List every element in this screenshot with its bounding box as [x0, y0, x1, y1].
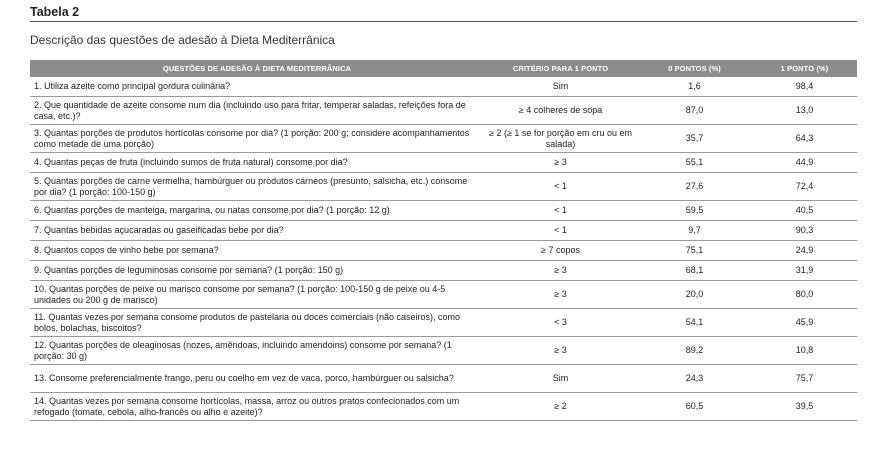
row-one-point: 39,5 [752, 393, 857, 421]
row-criterion: < 3 [484, 309, 637, 337]
row-zero-points: 59,5 [637, 201, 752, 221]
row-zero-points: 75,1 [637, 241, 752, 261]
row-criterion: ≥ 2 [484, 393, 637, 421]
row-question: 1. Utiliza azeite como principal gordura culinária? [30, 77, 484, 97]
table-row [30, 173, 857, 201]
row-zero-points: 9,7 [637, 221, 752, 241]
row-criterion: ≥ 3 [484, 153, 637, 173]
row-question: 4. Quantas peças de fruta (incluindo sumos de fruta natural) consome por dia? [30, 153, 484, 173]
header-question: QUESTÕES DE ADESÃO À DIETA MEDITERRÂNICA [162, 64, 352, 73]
row-criterion: ≥ 4 colheres de sopa [484, 97, 637, 125]
row-one-point: 13,0 [752, 97, 857, 125]
row-one-point: 10,8 [752, 337, 857, 365]
row-question: 7. Quantas bebidas açucaradas ou gaseificadas bebe por dia? [30, 221, 484, 241]
header-zero-points: 0 PONTOS (%) [668, 64, 721, 73]
row-question: 12. Quantas porções de oleaginosas (nozes, amêndoas, incluindo amendoins) consome por semana? (1 porção: 30 g) [30, 337, 484, 365]
row-one-point: 90,3 [752, 221, 857, 241]
row-criterion: ≥ 3 [484, 261, 637, 281]
row-zero-points: 54,1 [637, 309, 752, 337]
row-question: 11. Quantas vezes por semana consome produtos de pastelaria ou doces comerciais (não caseiros), como bolos, bolachas, biscoitos? [30, 309, 484, 337]
table-header-row [30, 60, 857, 77]
table-caption: Descrição das questões de adesão à Dieta Mediterrânica [30, 33, 335, 47]
row-criterion: ≥ 7 copos [484, 241, 637, 261]
adherence-table [30, 60, 857, 421]
table-row [30, 281, 857, 309]
table-row [30, 337, 857, 365]
header-one-point: 1 PONTO (%) [780, 64, 829, 73]
row-question: 10. Quantas porções de peixe ou marisco consome por semana? (1 porção: 100-150 g de peixe ou 4-5 unidades ou 200 g de marisco) [30, 281, 484, 309]
row-question: 6. Quantas porções de manteiga, margarina, ou natas consome por dia? (1 porção: 12 g) [30, 201, 484, 221]
row-question: 8. Quantos copos de vinho bebe por semana? [30, 241, 484, 261]
row-criterion: < 1 [484, 221, 637, 241]
row-criterion: ≥ 3 [484, 281, 637, 309]
table-row [30, 221, 857, 241]
row-question: 2. Que quantidade de azeite consome num dia (incluindo uso para fritar, temperar saladas, refeições fora de casa, etc.)? [30, 97, 484, 125]
row-criterion: ≥ 2 (≥ 1 se for porção em cru ou em salada) [484, 125, 637, 153]
row-criterion: ≥ 3 [484, 337, 637, 365]
row-one-point: 45,9 [752, 309, 857, 337]
table-row [30, 201, 857, 221]
title-rule [30, 21, 857, 22]
row-one-point: 40,5 [752, 201, 857, 221]
row-zero-points: 60,5 [637, 393, 752, 421]
row-zero-points: 1,6 [637, 77, 752, 97]
table-row [30, 261, 857, 281]
header-criterion: CRITÉRIO PARA 1 PONTO [512, 64, 609, 73]
row-one-point: 44,9 [752, 153, 857, 173]
row-question: 9. Quantas porções de leguminosas consome por semana? (1 porção: 150 g) [30, 261, 484, 281]
table-row [30, 153, 857, 173]
row-criterion: < 1 [484, 173, 637, 201]
row-zero-points: 89,2 [637, 337, 752, 365]
table-row [30, 97, 857, 125]
row-question: 14. Quantas vezes por semana consome hortícolas, massa, arroz ou outros pratos confecionados com um refogado (tomate, cebola, alho-francês ou alho e azeite)? [30, 393, 484, 421]
row-question: 5. Quantas porções de carne vermelha, hambúrguer ou produtos cárneos (presunto, salsicha, etc.) consome por dia? (1 porção: 100-150 g) [30, 173, 484, 201]
row-zero-points: 55,1 [637, 153, 752, 173]
row-one-point: 24,9 [752, 241, 857, 261]
row-zero-points: 20,0 [637, 281, 752, 309]
row-question: 13. Consome preferencialmente frango, peru ou coelho em vez de vaca, porco, hambúrguer ou salsicha? [30, 365, 484, 393]
table-row [30, 365, 857, 393]
row-one-point: 80,0 [752, 281, 857, 309]
row-criterion: < 1 [484, 201, 637, 221]
row-question: 3. Quantas porções de produtos hortícolas consome por dia? (1 porção: 200 g; considere acompanhamentos como metade de uma porção) [30, 125, 484, 153]
table-row [30, 309, 857, 337]
row-zero-points: 68,1 [637, 261, 752, 281]
row-one-point: 72,4 [752, 173, 857, 201]
row-zero-points: 27,6 [637, 173, 752, 201]
table-row [30, 77, 857, 97]
row-zero-points: 24,3 [637, 365, 752, 393]
table-row [30, 393, 857, 421]
row-one-point: 98,4 [752, 77, 857, 97]
row-criterion: Sim [484, 365, 637, 393]
row-one-point: 75,7 [752, 365, 857, 393]
row-one-point: 31,9 [752, 261, 857, 281]
table-label: Tabela 2 [30, 5, 80, 19]
row-zero-points: 87,0 [637, 97, 752, 125]
table-row [30, 241, 857, 261]
table-row [30, 125, 857, 153]
row-zero-points: 35,7 [637, 125, 752, 153]
row-criterion: Sim [484, 77, 637, 97]
row-one-point: 64,3 [752, 125, 857, 153]
